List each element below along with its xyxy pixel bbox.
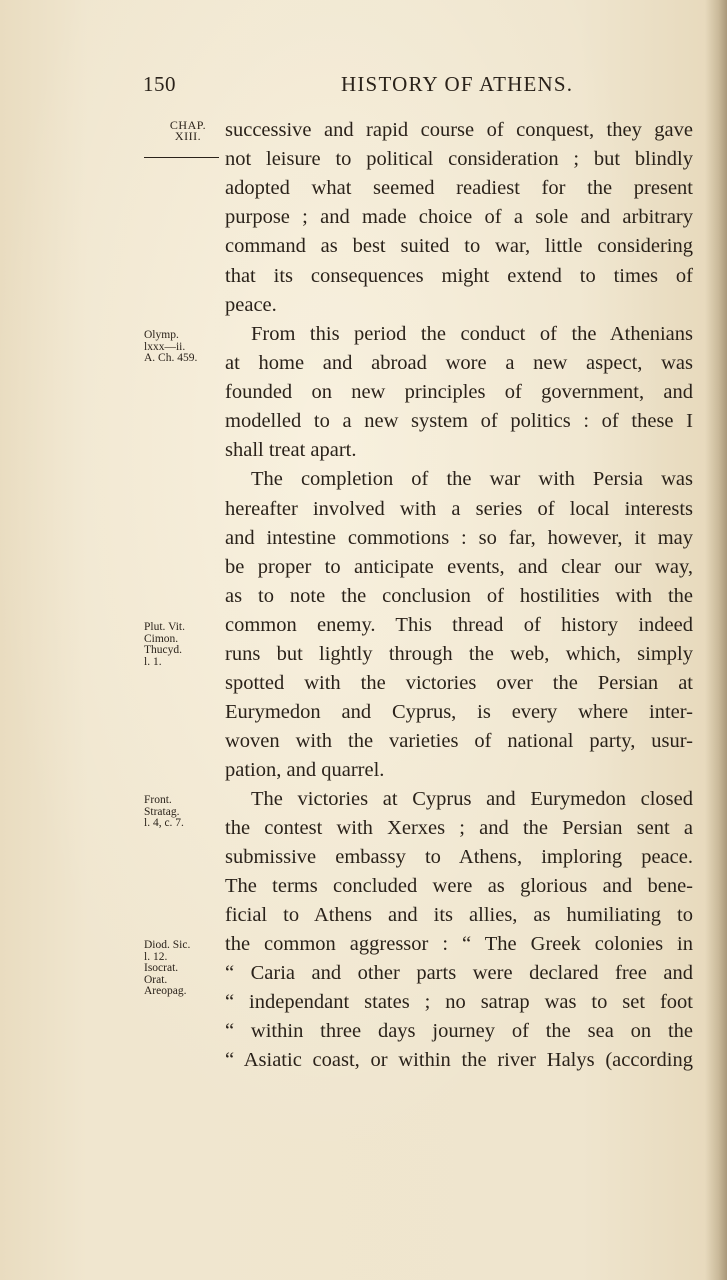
chapter-rule [144,157,219,158]
text-line: not leisure to political consideration ; but blindly [225,148,693,170]
margin-note-line: Stratag. [144,805,180,818]
margin-note-line: Thucyd. [144,644,183,656]
text-line: successive and rapid course of conquest, they gave [225,119,693,141]
margin-note-line: Front. [144,794,172,806]
text-line: spotted with the victories over the Persian at [225,672,693,694]
margin-note-line: l. 4, c. 7. [144,817,184,829]
text-line: woven with the varieties of national party, usur- [225,730,693,752]
binding-edge [705,0,727,1280]
chapter-mark [156,120,220,142]
text-line: From this period the conduct of the Athenians [251,323,693,345]
text-line: that its consequences might extend to times of [225,265,693,287]
chapter-label: CHAP. [169,118,207,132]
margin-note-line: l. 1. [144,655,162,668]
margin-note-line: lxxx—ii. [144,340,186,353]
text-line: The terms concluded were as glorious and bene- [225,875,693,897]
text-line: hereafter involved with a series of local interests [225,498,693,520]
text-line: runs but lightly through the web, which, simply [225,643,693,665]
text-line: The completion of the war with Persia was [251,468,693,490]
text-line: founded on new principles of government, and [225,381,693,403]
text-line: purpose ; and made choice of a sole and arbitrary [225,206,693,228]
text-line: at home and abroad wore a new aspect, was [225,352,693,374]
text-line: ficial to Athens and its allies, as humiliating to [225,904,693,926]
margin-note-line: Orat. [144,973,168,986]
text-line: “ Asiatic coast, or within the river Halys (according [225,1049,693,1071]
text-line: modelled to a new system of politics : of these I [225,410,693,432]
margin-note-line: Isocrat. [144,962,179,974]
margin-note-line: Areopag. [144,985,187,997]
text-line: command as best suited to war, little considering [225,235,693,257]
margin-note-line: Diod. Sic. [144,939,191,951]
margin-note-line: Olymp. [144,329,179,341]
text-line: the common aggressor : “ The Greek colonies in [225,933,693,955]
margin-note-line: Plut. Vit. [144,621,185,633]
text-line: as to note the conclusion of hostilities with the [225,585,693,607]
margin-note-diodorus [144,940,222,998]
margin-note-line: A. Ch. 459. [144,352,198,364]
margin-note-line: Cimon. [144,632,179,645]
text-line: The victories at Cyprus and Eurymedon closed [251,788,693,810]
margin-note-plutarch [144,622,222,668]
text-line: pation, and quarrel. [225,759,385,781]
text-line: submissive embassy to Athens, imploring peace. [225,846,693,868]
text-line: peace. [225,294,277,316]
page-header [143,70,693,104]
text-line: be proper to anticipate events, and clear our way, [225,556,693,578]
text-line: “ within three days journey of the sea on the [225,1020,693,1042]
text-line: adopted what seemed readiest for the present [225,177,693,199]
text-line: “ Caria and other parts were declared free and [225,962,693,984]
margin-note-olympiad [144,330,222,365]
chapter-number: XIII. [174,129,202,143]
running-head: HISTORY OF ATHENS. [341,72,574,96]
text-line: Eurymedon and Cyprus, is every where inter- [225,701,693,723]
text-line: shall treat apart. [225,439,357,461]
text-line: the contest with Xerxes ; and the Persian sent a [225,817,693,839]
page-number: 150 [143,72,176,96]
text-line: “ independant states ; no satrap was to set foot [225,991,693,1013]
margin-note-frontinus [144,795,222,830]
text-line: common enemy. This thread of history indeed [225,614,693,636]
margin-note-line: l. 12. [144,950,168,963]
text-line: and intestine commotions : so far, however, it may [225,527,693,549]
